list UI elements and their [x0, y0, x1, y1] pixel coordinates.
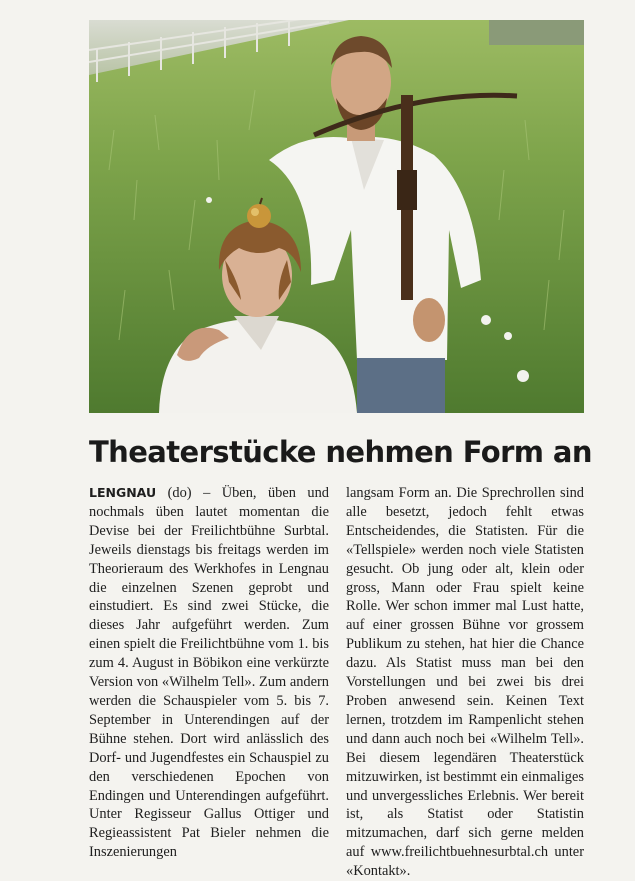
article-headline: Theaterstücke nehmen Form an: [89, 435, 592, 469]
author-sign: (do): [167, 485, 192, 501]
article-paragraph-left: [89, 484, 329, 862]
article-photo: [89, 20, 584, 413]
article-column-left: [89, 484, 329, 862]
article-dateline: LENGNAU: [89, 485, 157, 500]
article-column-right: [346, 484, 584, 881]
body-text-right: langsam Form an. Die Sprechrollen sind alle besetzt, jedoch fehlt etwas Entscheidendes, die Statisten. Für die «Tellspiele» werden noch viele Statisten gesucht. Ob jung oder alt, klein oder gross, Mann oder Frau spielt keine Rolle. Wer schon immer mal Lust hatte, auf einer grossen Bühne vor grossem Publikum zu stehen, hat hier die Chance dazu. Als Statist muss man bei den Vorstellungen und bei zwei bis drei Proben anwesend sein. Keinen Text lernen, trotzdem im Rampenlicht stehen und dann auch noch bei «Wilhelm Tell». Bei diesem legendären Theaterstück mitzuwirken, ist bestimmt ein einmaliges und unvergessliches Erlebnis. Wer bereit ist, als Statist oder Statistin mitzumachen, darf sich gerne melden auf www.freilichtbuehnesurbtal.ch unter «Kontakt».: [346, 485, 584, 880]
body-text-left: – Üben, üben und nochmals üben lautet momentan die Devise bei der Freilichtbühne Surbtal. Jeweils dienstags bis freitags werden im Theorieraum des Werkhofes in Lengnau die einzelnen Szenen geprobt und einstudiert. Es sind zwei Stücke, die dieses Jahr aufgeführt werden. Zum einen spielt die Freilichtbühne vom 1. bis zum 4. August in Böbikon eine verkürzte Version von «Wilhelm Tell». Zum andern werden die Schauspieler vom 5. bis 7. September in Unterendingen auf der Bühne stehen. Dort wird anlässlich des Dorf- und Jugendfestes ein Schauspiel zu den verschiedenen Epochen von Endingen und Unterendingen aufgeführt. Unter Regisseur Gallus Ottiger und Regieassistent Pat Bieler nehmen die Inszenierungen: [89, 485, 329, 861]
photo-actors-in-meadow: [89, 20, 584, 413]
